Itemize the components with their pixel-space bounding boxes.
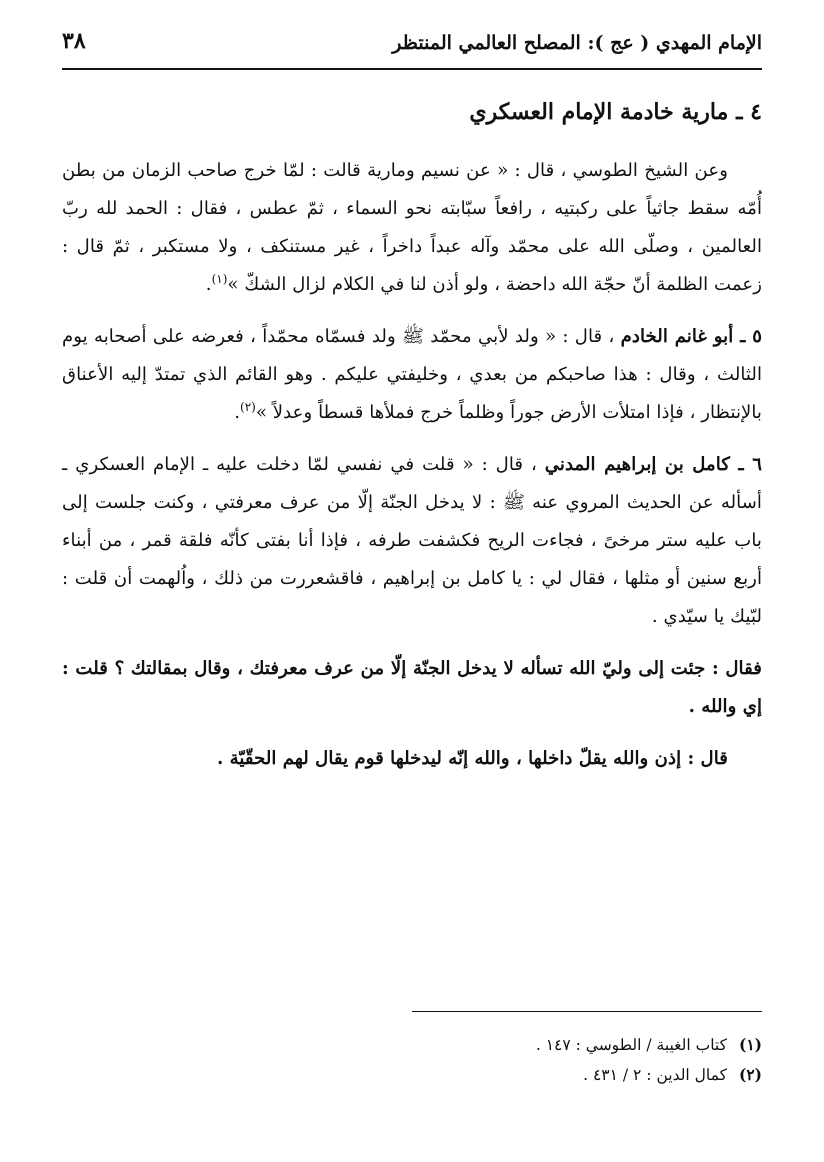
paragraph-text: فقال : جئت إلى وليّ الله تسأله لا يدخل الجنّة إلّا من عرف معرفتك ، وقال بمقالتك ؟ قلت : إي والله .	[62, 658, 762, 717]
footnote-text: كتاب الغيبة / الطوسي : ١٤٧ .	[535, 1036, 727, 1054]
paragraph-reply	[62, 650, 762, 726]
footnote	[62, 1030, 762, 1060]
paragraph-text: وعن الشيخ الطوسي ، قال : « عن نسيم ومارية قالت : لمّا خرج صاحب الزمان من بطن أُمّه سقط جاثياً على ركبتيه ، رافعاً سبّابته نحو السماء ، ثمّ عطس ، فقال : الحمد لله ربّ العالمين ، وصلّى الله على محمّد وآله عبداً داخراً ، غير مستنكف ، ولا مستكبر ، ثمّ قال : زعمت الظلمة أنّ حجّة الله داحضة ، ولو أذن لنا في الكلام لزال الشكّ »	[62, 160, 762, 295]
paragraph-abu-ghanim: ٥ ـ أبو غانم الخادم ، قال : « ولد لأبي محمّد ﷺ ولد فسمّاه محمّداً ، فعرضه على أصحابه يوم الثالث ، وقال : هذا صاحبكم من بعدي ، وخليفتي عليكم . وهو القائم الذي تمتدّ إليه الأعناق بالإنتظار ، فإذا امتلأت الأرض جوراً وظلماً خرج فملأها قسطاً وعدلاً »$^{(٢)}$.	[62, 326, 762, 423]
footnote-divider	[412, 1011, 762, 1012]
paragraph-conclusion	[62, 740, 762, 778]
paragraph-text: ، قال : « ولد لأبي محمّد ﷺ ولد فسمّاه محمّداً ، فعرضه على أصحابه يوم الثالث ، وقال : هذا صاحبكم من بعدي ، وخليفتي عليكم . وهو القائم الذي تمتدّ إليه الأعناق بالإنتظار ، فإذا امتلأت الأرض جوراً وظلماً خرج فملأها قسطاً وعدلاً »	[62, 326, 762, 423]
paragraph-kamil	[62, 446, 762, 636]
footnote-ref: (٢)	[240, 399, 256, 414]
footnote	[62, 1060, 762, 1090]
paragraph-text: ، قال : « قلت في نفسي لمّا دخلت عليه ـ الإمام العسكري ـ أسأله عن الحديث المروي عنه ﷺ : لا يدخل الجنّة إلّا من عرف معرفتي ، وكنت جلست إلى باب عليه ستر مرخىً ، فجاءت الريح فكشفت طرفه ، فإذا أنا بفتى كأنّه فلقة قمر ، من أبناء أربع سنين أو مثلها ، فقال لي : يا كامل بن إبراهيم ، فاقشعررت من ذلك ، واُلهمت أن قلت : لبّيك يا سيّدي .	[62, 454, 762, 627]
running-title: الإمام المهدي ( عج ): المصلح العالمي المنتظر	[392, 32, 762, 54]
paragraph-heading: ٦ ـ كامل بن إبراهيم المدني	[544, 454, 762, 475]
page-number: ٣٨	[62, 28, 86, 54]
page-header	[62, 22, 762, 70]
page-body	[62, 92, 762, 792]
footnote-ref: (١)	[211, 271, 228, 286]
section-title: ٤ ـ مارية خادمة الإمام العسكري	[469, 99, 762, 125]
paragraph-heading: ٥ ـ أبو غانم الخادم	[620, 326, 762, 347]
paragraph-text: قال : إذن والله يقلّ داخلها ، والله إنّه ليدخلها قوم يقال لهم الحقّيّة .	[217, 748, 728, 769]
paragraph-maria: وعن الشيخ الطوسي ، قال : « عن نسيم ومارية قالت : لمّا خرج صاحب الزمان من بطن أُمّه سقط جاثياً على ركبتيه ، رافعاً سبّابته نحو السماء ، ثمّ عطس ، فقال : الحمد لله ربّ العالمين ، وصلّى الله على محمّد وآله عبداً داخراً ، غير مستنكف ، ولا مستكبر ، ثمّ قال : زعمت الظلمة أنّ حجّة الله داحضة ، ولو أذن لنا في الكلام لزال الشكّ »$^{(١)}$.	[62, 160, 762, 295]
footnotes	[62, 1030, 762, 1090]
footnote-text: كمال الدين : ٢ / ٤٣١ .	[583, 1066, 727, 1084]
footnote-mark: (١)	[738, 1035, 762, 1054]
footnote-mark: (٢)	[738, 1065, 762, 1084]
